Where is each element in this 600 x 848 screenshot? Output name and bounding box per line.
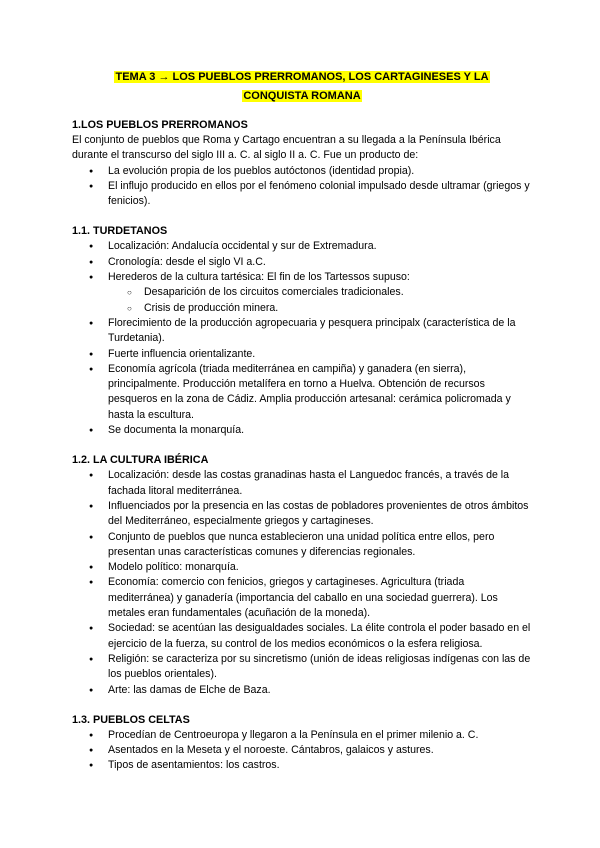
list-item: ● Economía: comercio con fenicios, griegos y cartagineses. Agricultura (triada mediterránea) y ganadería (importancia del caballo en una sociedad guerrera). Los metales eran fundamentales (acuñación de la moneda). bbox=[72, 575, 532, 621]
section-turdetanos bbox=[72, 224, 532, 438]
sub-bullet-list bbox=[72, 285, 532, 316]
section-pueblos-prerromanos bbox=[72, 118, 532, 209]
title-line-1: TEMA 3 → LOS PUEBLOS PRERROMANOS, LOS CARTAGINESES Y LA bbox=[115, 71, 489, 83]
list-item: ● Fuerte influencia orientalizante. bbox=[72, 347, 532, 362]
list-item: ● El influjo producido en ellos por el fenómeno colonial impulsado desde ultramar (griegos y fenicios). bbox=[72, 179, 532, 210]
list-item: ● Sociedad: se acentúan las desigualdades sociales. La élite controla el poder basado en el ejercicio de la fuerza, su control de los medios económicos o la esfera religiosa. bbox=[72, 621, 532, 652]
section-intro: El conjunto de pueblos que Roma y Cartago encuentran a su llegada a la Península Ibérica durante el transcurso del siglo III a. C. al siglo II a. C. Fue un producto de: bbox=[72, 134, 501, 162]
bullet-list bbox=[72, 239, 532, 285]
list-item: ● Localización: Andalucía occidental y sur de Extremadura. bbox=[72, 239, 532, 254]
sub-list-item: ○ Desaparición de los circuitos comerciales tradicionales. bbox=[72, 285, 532, 300]
list-item: ● Arte: las damas de Elche de Baza. bbox=[72, 683, 532, 698]
section-cultura-iberica bbox=[72, 453, 532, 697]
section-heading: 1.1. TURDETANOS bbox=[72, 225, 168, 238]
list-item: ● Influenciados por la presencia en las costas de pobladores provenientes de otros ámbitos del Mediterráneo, especialmente griegos y cartagineses. bbox=[72, 499, 532, 530]
list-item: ● Tipos de asentamientos: los castros. bbox=[72, 758, 532, 773]
bullet-list bbox=[72, 316, 532, 438]
document-content bbox=[72, 68, 532, 789]
list-item: ● Localización: desde las costas granadinas hasta el Languedoc francés, a través de la fachada litoral mediterránea. bbox=[72, 468, 532, 499]
list-item: ● Conjunto de pueblos que nunca establecieron una unidad política entre ellos, pero presentan unas características comunes y diferencias regionales. bbox=[72, 530, 532, 561]
title-line-2: CONQUISTA ROMANA bbox=[243, 90, 361, 102]
sub-list-item: ○ Crisis de producción minera. bbox=[72, 301, 532, 316]
bullet-list bbox=[72, 468, 532, 697]
list-item: ● Asentados en la Meseta y el noroeste. Cántabros, galaicos y astures. bbox=[72, 743, 532, 758]
list-item: ● Cronología: desde el siglo VI a.C. bbox=[72, 255, 532, 270]
list-item: ● La evolución propia de los pueblos autóctonos (identidad propia). bbox=[72, 164, 532, 179]
list-item: ● Procedían de Centroeuropa y llegaron a la Península en el primer milenio a. C. bbox=[72, 728, 532, 743]
section-pueblos-celtas bbox=[72, 713, 532, 774]
list-item: ● Herederos de la cultura tartésica: El fin de los Tartessos supuso: bbox=[72, 270, 532, 285]
document-title bbox=[72, 68, 532, 106]
list-item: ● Se documenta la monarquía. bbox=[72, 423, 532, 438]
list-item: ● Religión: se caracteriza por su sincretismo (unión de ideas religiosas indígenas con las de los pueblos orientales). bbox=[72, 652, 532, 683]
bullet-list bbox=[72, 728, 532, 774]
section-heading: 1.2. LA CULTURA IBÉRICA bbox=[72, 454, 209, 467]
section-heading: 1.3. PUEBLOS CELTAS bbox=[72, 713, 190, 726]
section-heading: 1.LOS PUEBLOS PRERROMANOS bbox=[72, 119, 248, 131]
list-item: ● Economía agrícola (triada mediterránea en campiña) y ganadera (en sierra), principalmente. Producción metalífera en torno a Huelva. Obtención de recursos pesqueros en la zona de Cádiz. Amplia producción artesanal: cerámica policromada y hasta la escultura. bbox=[72, 362, 532, 423]
bullet-list bbox=[72, 164, 532, 210]
list-item: ● Florecimiento de la producción agropecuaria y pesquera principalx (característica de la Turdetania). bbox=[72, 316, 532, 347]
list-item: ● Modelo político: monarquía. bbox=[72, 560, 532, 575]
